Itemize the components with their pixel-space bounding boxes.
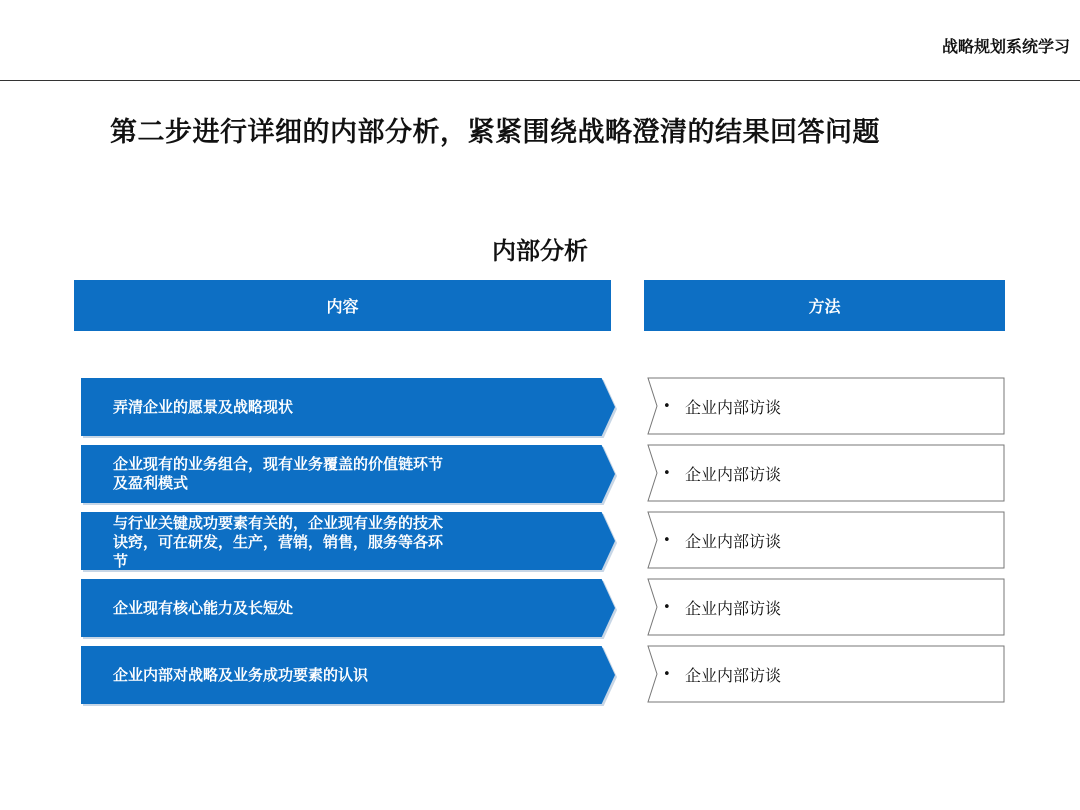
- content-item-2: [81, 445, 615, 503]
- method-item-text: 企业内部访谈: [685, 464, 782, 484]
- method-item-5: [647, 645, 1005, 703]
- method-item-text: 企业内部访谈: [685, 665, 782, 685]
- content-item-4: [81, 579, 615, 637]
- method-item-1: [647, 377, 1005, 435]
- content-item-text: 与行业关键成功要素有关的，企业现有业务的技术诀窍，可在研发，生产，营销，销售，服务等各环节: [113, 514, 443, 570]
- bullet-icon: •: [663, 599, 671, 615]
- content-item-3: [81, 512, 615, 570]
- bullet-icon: •: [663, 398, 671, 414]
- content-item-text: 企业内部对战略及业务成功要素的认识: [113, 665, 369, 684]
- method-item-2: [647, 444, 1005, 502]
- content-item-text: 企业现有的业务组合，现有业务覆盖的价值链环节及盈利模式: [113, 455, 443, 492]
- method-item-text: 企业内部访谈: [685, 598, 782, 618]
- section-title: 内部分析: [492, 237, 588, 265]
- bullet-icon: •: [663, 465, 671, 481]
- method-item-text: 企业内部访谈: [685, 531, 782, 551]
- bullet-icon: •: [663, 666, 671, 682]
- slide-title: 第二步进行详细的内部分析，紧紧围绕战略澄清的结果回答问题: [110, 117, 880, 148]
- header-divider: [0, 80, 1080, 81]
- method-item-3: [647, 511, 1005, 569]
- course-title-label: 战略规划系统学习: [941, 37, 1070, 56]
- content-item-1: [81, 378, 615, 436]
- content-column-header: 内容: [74, 280, 611, 331]
- method-item-text: 企业内部访谈: [685, 397, 782, 417]
- content-item-5: [81, 646, 615, 704]
- method-item-4: [647, 578, 1005, 636]
- method-column-header: 方法: [644, 280, 1005, 331]
- bullet-icon: •: [663, 532, 671, 548]
- content-item-text: 弄清企业的愿景及战略现状: [113, 397, 294, 416]
- content-item-text: 企业现有核心能力及长短处: [113, 598, 294, 617]
